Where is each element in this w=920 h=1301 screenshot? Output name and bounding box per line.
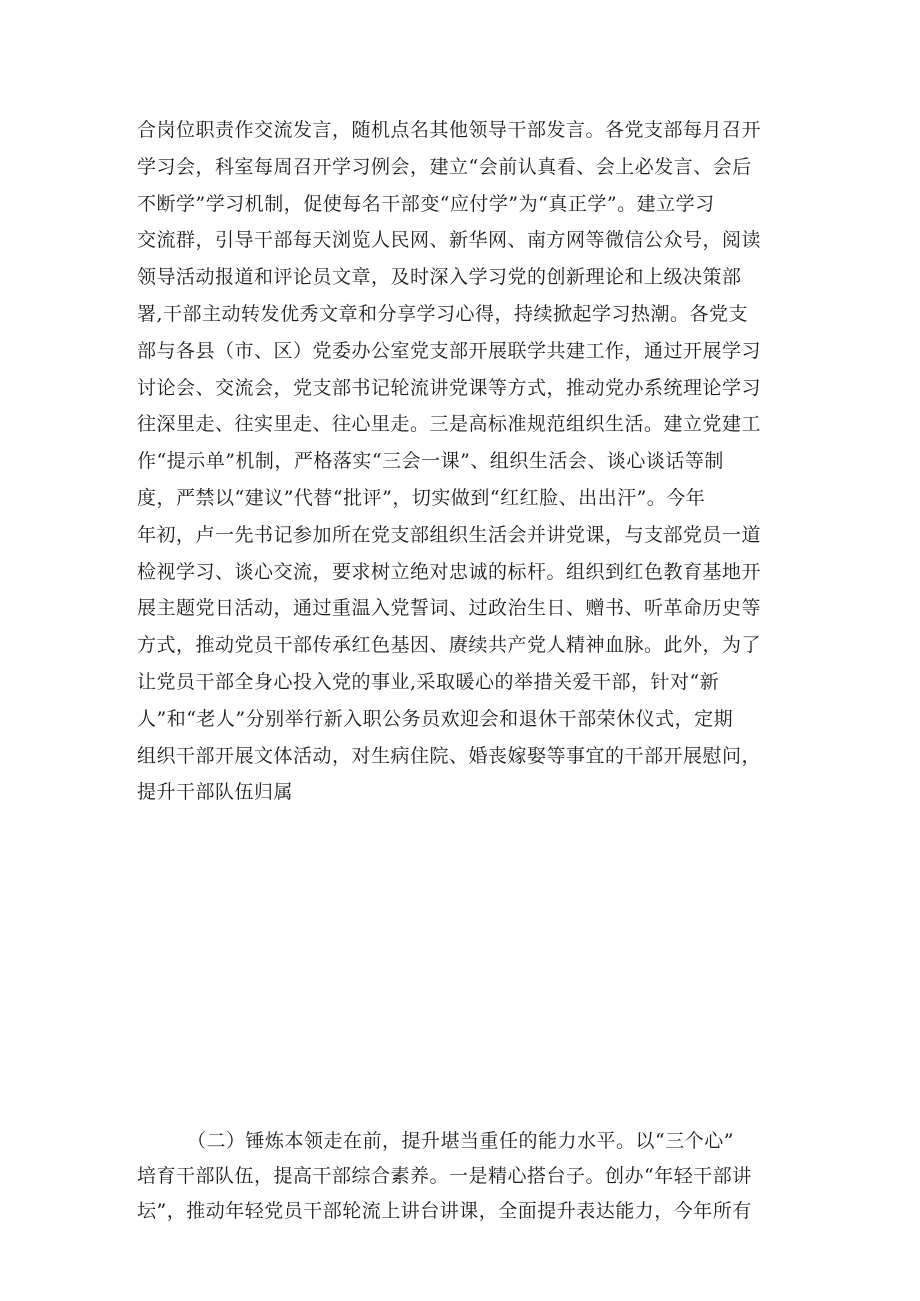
text-line: 检视学习、谈心交流，要求树立绝对忠诚的标杆。组织到红色教育基地开 [137,560,762,583]
body-paragraph-2 [137,1124,797,1229]
text-line: 坛”，推动年轻党员干部轮流上讲台讲课，全面提升表达能力，今年所有 [137,1200,752,1222]
text-line: 作“提示单”机制，严格落实“三会一课”、组织生活会、谈心谈话等制 [137,450,724,473]
text-line: 署,干部主动转发优秀文章和分享学习心得，持续掀起学习热潮。各党支 [137,302,749,325]
text-line: 方式，推动党员干部传承红色基因、赓续共产党人精神血脉。此外，为了 [137,634,762,657]
section-heading-line: （二）锤炼本领走在前，提升堪当重任的能力水平。以“三个心” [187,1130,734,1152]
body-paragraph-1 [137,112,797,811]
text-line: 讨论会、交流会，党支部书记轮流讲党课等方式，推动党办系统理论学习 [137,376,762,399]
text-line: 交流群，引导干部每天浏览人民网、新华网、南方网等微信公众号，阅读 [137,229,762,252]
text-line: 部与各县（市、区）党委办公室党支部开展联学共建工作，通过开展学习 [137,339,762,362]
text-line: 往深里走、往实里走、往心里走。三是高标准规范组织生活。建立党建工 [137,413,762,436]
text-line: 度，严禁以“建议”代替“批评”，切实做到“红红脸、出出汗”。今年 [137,486,706,509]
text-line: 年初，卢一先书记参加所在党支部组织生活会并讲党课，与支部党员一道 [137,523,762,546]
text-line: 人”和“老人”分别举行新入职公务员欢迎会和退休干部荣休仪式，定期 [137,707,734,730]
text-line: 展主题党日活动，通过重温入党誓词、过政治生日、赠书、听革命历史等 [137,597,762,620]
text-line: 不断学”学习机制，促使每名干部变“应付学”为“真正学”。建立学习 [137,192,715,215]
text-line: 领导活动报道和评论员文章，及时深入学习党的创新理论和上级决策部 [137,266,742,289]
text-line: 让党员干部全身心投入党的事业,采取暖心的举措关爱干部，针对“新 [137,670,720,693]
text-line: 提升干部队伍归属 [137,781,294,804]
text-line: 培育干部队伍，提高干部综合素养。一是精心搭台子。创办“年轻干部讲 [137,1165,752,1187]
text-line: 合岗位职责作交流发言，随机点名其他领导干部发言。各党支部每月召开 [137,119,762,141]
text-line: 组织干部开展文体活动，对生病住院、婚丧嫁娶等事宜的干部开展慰问， [137,744,762,767]
text-line: 学习会，科室每周召开学习例会，建立“会前认真看、会上必发言、会后 [137,155,752,178]
